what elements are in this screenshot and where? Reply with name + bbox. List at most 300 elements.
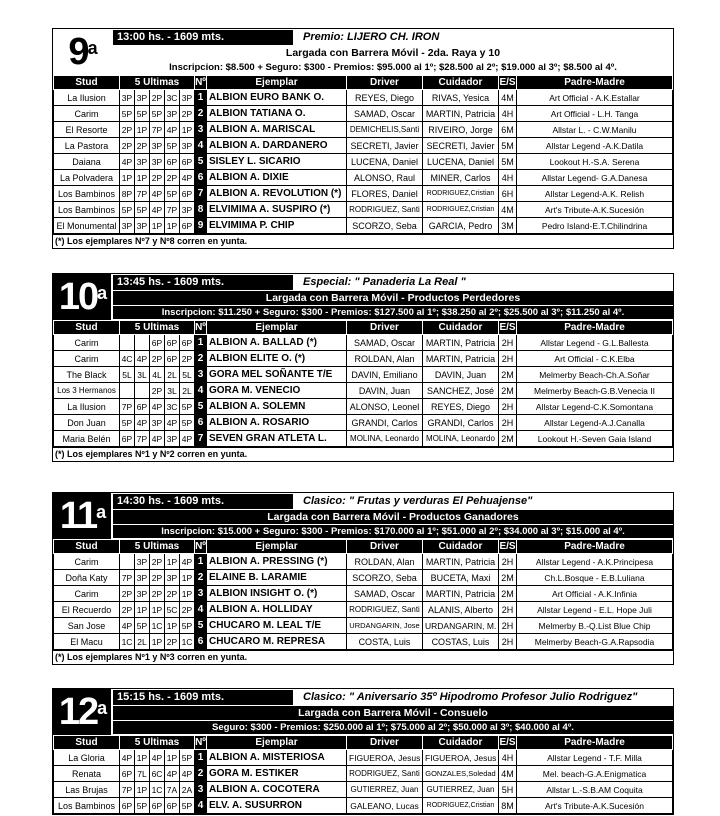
entries-table bbox=[53, 539, 673, 650]
last-result-cell: 5P bbox=[135, 202, 150, 218]
horse-name: ALBION A. MISTERIOSA bbox=[207, 750, 347, 766]
horse-name: SISLEY L. SICARIO bbox=[207, 154, 347, 170]
driver-name: SAMAD, Oscar bbox=[347, 106, 423, 122]
col-header-stud: Stud bbox=[54, 736, 120, 750]
stud-cell: Daiana bbox=[54, 154, 120, 170]
table-row bbox=[54, 399, 673, 415]
trainer-name: RIVEIRO, Jorge bbox=[423, 122, 499, 138]
last-result-cell: 6P bbox=[165, 351, 180, 367]
driver-name: SECRETI, Javier bbox=[347, 138, 423, 154]
trainer-name: GUTIERREZ, Juan bbox=[423, 782, 499, 798]
driver-name: SCORZO, Seba bbox=[347, 570, 423, 586]
age-sex: 2H bbox=[499, 399, 517, 415]
last-result-cell: 4P bbox=[120, 154, 135, 170]
entries-table bbox=[53, 75, 673, 234]
table-row bbox=[54, 90, 673, 106]
sire-dam: Melmerby Beach-G.B.Venecia II bbox=[517, 383, 673, 399]
last-result-cell: 1P bbox=[165, 618, 180, 634]
table-row bbox=[54, 383, 673, 399]
horse-name: ELVIMIMA P. CHIP bbox=[207, 218, 347, 234]
trainer-name: MARTIN, Patricia bbox=[423, 351, 499, 367]
stud-cell: Carim bbox=[54, 335, 120, 351]
trainer-name: MARTIN, Patricia bbox=[423, 335, 499, 351]
last-result-cell: 3C bbox=[165, 90, 180, 106]
last-result-cell: 6P bbox=[150, 798, 165, 814]
table-row bbox=[54, 170, 673, 186]
entry-number: 5 bbox=[195, 399, 207, 415]
entry-number: 4 bbox=[195, 798, 207, 814]
race-prize: Clasico: " Aniversario 35º Hipodromo Profesor Julio Rodriguez" bbox=[303, 691, 638, 703]
trainer-name: URDANGARIN, M. bbox=[423, 618, 499, 634]
stud-cell: Carim bbox=[54, 554, 120, 570]
last-result-cell: 3P bbox=[150, 154, 165, 170]
last-result-cell: 6P bbox=[135, 399, 150, 415]
last-result-cell: 2P bbox=[120, 138, 135, 154]
trainer-name: MOLINA, Leonardo bbox=[423, 431, 499, 447]
horse-name: ALBION A. ROSARIO bbox=[207, 415, 347, 431]
last-result-cell: 3C bbox=[165, 399, 180, 415]
sire-dam: Allstar Legend-C.K.Somontana bbox=[517, 399, 673, 415]
col-header-driver: Driver bbox=[347, 540, 423, 554]
trainer-name: FIGUEROA, Jesus bbox=[423, 750, 499, 766]
race-number: 12 $^a$ bbox=[53, 689, 111, 735]
last-result-cell: 2P bbox=[150, 170, 165, 186]
last-result-cell bbox=[135, 335, 150, 351]
last-result-cell: 7P bbox=[165, 202, 180, 218]
race-10 bbox=[52, 273, 674, 462]
entry-number: 3 bbox=[195, 586, 207, 602]
last-result-cell: 5C bbox=[165, 602, 180, 618]
last-result-cell: 3P bbox=[135, 90, 150, 106]
col-header-driver: Driver bbox=[347, 736, 423, 750]
sire-dam: Allstar Legend-A.J.Canalla bbox=[517, 415, 673, 431]
horse-name: ALBION A. DIXIE bbox=[207, 170, 347, 186]
race-prize: Clasico: " Frutas y verduras El Pehuajense" bbox=[303, 495, 533, 507]
last-result-cell: 3P bbox=[135, 570, 150, 586]
last-result-cell: 2P bbox=[180, 351, 195, 367]
horse-name: ELAINE B. LARAMIE bbox=[207, 570, 347, 586]
trainer-name: BUCETA, Maxi bbox=[423, 570, 499, 586]
last-result-cell: 2A bbox=[180, 782, 195, 798]
horse-name: ALBION ELITE O. (*) bbox=[207, 351, 347, 367]
sire-dam: Art Official - L.H. Tanga bbox=[517, 106, 673, 122]
col-header-padre: Padre-Madre bbox=[517, 540, 673, 554]
entry-number: 8 bbox=[195, 202, 207, 218]
last-result-cell: 4P bbox=[180, 766, 195, 782]
age-sex: 2H bbox=[499, 351, 517, 367]
race-header bbox=[53, 274, 673, 320]
sire-dam: Allstar Legend - T.F. Milla bbox=[517, 750, 673, 766]
table-row bbox=[54, 782, 673, 798]
col-header-es: E/S bbox=[499, 77, 516, 88]
last-result-cell: 6P bbox=[165, 798, 180, 814]
sire-dam: Lookout H.-Seven Gaia Island bbox=[517, 431, 673, 447]
race-purse: Inscripcion: $15.000 + Seguro: $300 - Premios: $170.000 al 1º; $51.000 al 2º; $34.000 al 3º; $15.000 al 4º. bbox=[113, 525, 673, 538]
table-row bbox=[54, 602, 673, 618]
last-result-cell: 2P bbox=[165, 634, 180, 650]
entry-number: 4 bbox=[195, 602, 207, 618]
last-result-cell: 4P bbox=[120, 618, 135, 634]
sire-dam: Lookout H.-S.A. Serena bbox=[517, 154, 673, 170]
col-header-ultimas: 5 Ultimas bbox=[120, 76, 195, 90]
sire-dam: Mel. beach-G.A.Enigmatica bbox=[517, 766, 673, 782]
horse-name: GORA M. ESTIKER bbox=[207, 766, 347, 782]
last-result-cell: 6P bbox=[120, 431, 135, 447]
last-result-cell: 2P bbox=[135, 138, 150, 154]
stud-cell: La Polvadera bbox=[54, 170, 120, 186]
last-result-cell: 1P bbox=[165, 554, 180, 570]
last-result-cell: 4P bbox=[120, 750, 135, 766]
race-time: 15:15 hs. - 1609 mts. bbox=[113, 690, 293, 705]
table-row bbox=[54, 335, 673, 351]
table-row bbox=[54, 218, 673, 234]
last-result-cell: 4P bbox=[165, 415, 180, 431]
age-sex: 2H bbox=[499, 602, 517, 618]
last-result-cell: 1C bbox=[120, 634, 135, 650]
table-row bbox=[54, 618, 673, 634]
last-result-cell: 4P bbox=[150, 399, 165, 415]
sire-dam: Allstar Legend - E.L. Hope Juli bbox=[517, 602, 673, 618]
entry-number: 3 bbox=[195, 367, 207, 383]
stud-cell: El Recuerdo bbox=[54, 602, 120, 618]
last-result-cell: 2P bbox=[150, 586, 165, 602]
last-result-cell: 1C bbox=[150, 782, 165, 798]
horse-name: ALBION A. DARDANERO bbox=[207, 138, 347, 154]
horse-name: ALBION A. MARISCAL bbox=[207, 122, 347, 138]
entry-number: 1 bbox=[195, 554, 207, 570]
stud-cell: El Macu bbox=[54, 634, 120, 650]
last-result-cell: 5P bbox=[180, 798, 195, 814]
col-header-ejemplar: Ejemplar bbox=[207, 321, 347, 335]
last-result-cell: 6P bbox=[180, 186, 195, 202]
stud-cell: Maria Belén bbox=[54, 431, 120, 447]
col-header-num: Nº bbox=[195, 322, 206, 333]
table-row bbox=[54, 138, 673, 154]
trainer-name: RIVAS, Yesica bbox=[423, 90, 499, 106]
table-row bbox=[54, 570, 673, 586]
entries-table bbox=[53, 735, 673, 814]
last-result-cell: 4C bbox=[120, 351, 135, 367]
last-result-cell: 3P bbox=[165, 106, 180, 122]
entry-number: 5 bbox=[195, 154, 207, 170]
last-result-cell: 5P bbox=[120, 415, 135, 431]
horse-name: ALBION TATIANA O. bbox=[207, 106, 347, 122]
col-header-cuidador: Cuidador bbox=[423, 321, 499, 335]
last-result-cell: 4P bbox=[135, 351, 150, 367]
stud-cell: Don Juan bbox=[54, 415, 120, 431]
trainer-name: MINER, Carlos bbox=[423, 170, 499, 186]
entry-number: 4 bbox=[195, 138, 207, 154]
age-sex: 2M bbox=[499, 383, 517, 399]
trainer-name: SANCHEZ, José bbox=[423, 383, 499, 399]
sire-dam: Art Official - A.K.Estallar bbox=[517, 90, 673, 106]
horse-name: ALBION A. SOLEMN bbox=[207, 399, 347, 415]
last-result-cell: 6C bbox=[150, 766, 165, 782]
driver-name: SAMAD, Oscar bbox=[347, 586, 423, 602]
stud-cell: Los 3 Hermanos bbox=[54, 383, 120, 399]
last-result-cell: 4P bbox=[165, 122, 180, 138]
table-row bbox=[54, 186, 673, 202]
driver-name: FIGUEROA, Jesus bbox=[347, 750, 423, 766]
last-result-cell: 3P bbox=[180, 138, 195, 154]
col-header-cuidador: Cuidador bbox=[423, 736, 499, 750]
last-result-cell: 1P bbox=[180, 586, 195, 602]
age-sex: 5M bbox=[499, 138, 517, 154]
age-sex: 4M bbox=[499, 202, 517, 218]
entry-number: 6 bbox=[195, 634, 207, 650]
age-sex: 2H bbox=[499, 335, 517, 351]
last-result-cell: 1P bbox=[180, 122, 195, 138]
race-number: 10 $^a$ bbox=[53, 274, 111, 320]
age-sex: 2M bbox=[499, 431, 517, 447]
last-result-cell: 6P bbox=[180, 218, 195, 234]
last-result-cell: 1P bbox=[135, 602, 150, 618]
last-result-cell: 2L bbox=[180, 383, 195, 399]
age-sex: 2H bbox=[499, 618, 517, 634]
entry-number: 7 bbox=[195, 186, 207, 202]
stud-cell: Los Bambinos bbox=[54, 202, 120, 218]
sire-dam: Allstar L. - C.W.Manilu bbox=[517, 122, 673, 138]
trainer-name: RODRIGUEZ,Cristian bbox=[423, 798, 499, 814]
race-header bbox=[53, 29, 673, 75]
col-header-ejemplar: Ejemplar bbox=[207, 736, 347, 750]
stud-cell: Carim bbox=[54, 586, 120, 602]
race-prize: Especial: " Panaderia La Real " bbox=[303, 276, 466, 288]
sire-dam: Art Official - A.K.Infinia bbox=[517, 586, 673, 602]
col-header-es: E/S bbox=[499, 541, 516, 552]
table-row bbox=[54, 122, 673, 138]
trainer-name: MARTIN, Patricia bbox=[423, 586, 499, 602]
age-sex: 2M bbox=[499, 570, 517, 586]
driver-name: REYES, Diego bbox=[347, 90, 423, 106]
stud-cell: Carim bbox=[54, 351, 120, 367]
last-result-cell: 1P bbox=[135, 122, 150, 138]
last-result-cell: 5P bbox=[180, 618, 195, 634]
col-header-es: E/S bbox=[499, 322, 516, 333]
entry-number: 7 bbox=[195, 431, 207, 447]
last-result-cell: 7P bbox=[120, 570, 135, 586]
last-result-cell: 4P bbox=[150, 186, 165, 202]
table-row bbox=[54, 154, 673, 170]
last-result-cell: 7A bbox=[165, 782, 180, 798]
last-result-cell: 3P bbox=[120, 90, 135, 106]
age-sex: 2H bbox=[499, 634, 517, 650]
table-row bbox=[54, 202, 673, 218]
col-header-es: E/S bbox=[499, 737, 516, 748]
col-header-padre: Padre-Madre bbox=[517, 76, 673, 90]
driver-name: ROLDAN, Alan bbox=[347, 351, 423, 367]
col-header-stud: Stud bbox=[54, 540, 120, 554]
col-header-num: Nº bbox=[195, 541, 206, 552]
sire-dam: Allstar Legend -A.K.Datila bbox=[517, 138, 673, 154]
last-result-cell: 7P bbox=[135, 186, 150, 202]
last-result-cell: 3P bbox=[135, 154, 150, 170]
entry-number: 5 bbox=[195, 618, 207, 634]
race-number-suffix: a bbox=[97, 282, 106, 303]
trainer-name: RODRIGUEZ,Cristian bbox=[423, 186, 499, 202]
last-result-cell: 8P bbox=[120, 186, 135, 202]
stud-cell: El Resorte bbox=[54, 122, 120, 138]
driver-name: SCORZO, Seba bbox=[347, 218, 423, 234]
race-header bbox=[53, 689, 673, 735]
last-result-cell: 5P bbox=[165, 186, 180, 202]
age-sex: 3M bbox=[499, 218, 517, 234]
race-start-conditions: Largada con Barrera Móvil - Productos Ganadores bbox=[113, 510, 673, 524]
last-result-cell: 5P bbox=[180, 750, 195, 766]
horse-name: ELV. A. SUSURRON bbox=[207, 798, 347, 814]
col-header-ultimas: 5 Ultimas bbox=[120, 736, 195, 750]
driver-name: COSTA, Luis bbox=[347, 634, 423, 650]
driver-name: SAMAD, Oscar bbox=[347, 335, 423, 351]
last-result-cell: 3P bbox=[165, 570, 180, 586]
entries-table bbox=[53, 320, 673, 447]
driver-name: GUTIERREZ, Juan bbox=[347, 782, 423, 798]
age-sex: 5H bbox=[499, 782, 517, 798]
trainer-name: SECRETI, Javier bbox=[423, 138, 499, 154]
entry-number: 2 bbox=[195, 351, 207, 367]
horse-name: ALBION A. PRESSING (*) bbox=[207, 554, 347, 570]
horse-name: ALBION INSIGHT O. (*) bbox=[207, 586, 347, 602]
last-result-cell: 4P bbox=[180, 170, 195, 186]
last-result-cell: 5P bbox=[120, 202, 135, 218]
horse-name: CHUCARO M. LEAL T/E bbox=[207, 618, 347, 634]
stud-cell: Renata bbox=[54, 766, 120, 782]
entry-number: 2 bbox=[195, 570, 207, 586]
last-result-cell: 6P bbox=[165, 154, 180, 170]
horse-name: ALBION A. HOLLIDAY bbox=[207, 602, 347, 618]
race-9 bbox=[52, 28, 674, 249]
age-sex: 4H bbox=[499, 750, 517, 766]
table-row bbox=[54, 586, 673, 602]
race-number: 9 $^a$ bbox=[68, 30, 96, 73]
table-row bbox=[54, 554, 673, 570]
age-sex: 4M bbox=[499, 766, 517, 782]
driver-name: FLORES, Daniel bbox=[347, 186, 423, 202]
last-result-cell: 7P bbox=[120, 399, 135, 415]
entry-number: 1 bbox=[195, 750, 207, 766]
stud-cell: La Ilusion bbox=[54, 399, 120, 415]
last-result-cell: 4P bbox=[150, 431, 165, 447]
last-result-cell: 4P bbox=[150, 750, 165, 766]
stud-cell: Doña Katy bbox=[54, 570, 120, 586]
stud-cell: El Monumental bbox=[54, 218, 120, 234]
driver-name: DEMICHELIS,Santi bbox=[347, 122, 423, 138]
sire-dam: Art's Tribute-A.K.Sucesión bbox=[517, 798, 673, 814]
last-result-cell: 3P bbox=[135, 218, 150, 234]
race-start-conditions: Largada con Barrera Móvil - 2da. Raya y 10 bbox=[285, 47, 501, 59]
entry-number: 3 bbox=[195, 122, 207, 138]
driver-name: GRANDI, Carlos bbox=[347, 415, 423, 431]
last-result-cell: 1P bbox=[150, 634, 165, 650]
stud-cell: San Jose bbox=[54, 618, 120, 634]
col-header-padre: Padre-Madre bbox=[517, 321, 673, 335]
last-result-cell: 5P bbox=[135, 798, 150, 814]
col-header-cuidador: Cuidador bbox=[423, 540, 499, 554]
coupled-entries-note: (*) Los ejemplares Nº1 y Nº3 corren en yunta. bbox=[53, 650, 673, 664]
table-row bbox=[54, 351, 673, 367]
race-number-suffix: a bbox=[87, 37, 96, 58]
col-header-ultimas: 5 Ultimas bbox=[120, 540, 195, 554]
last-result-cell: 5P bbox=[180, 415, 195, 431]
driver-name: RODRIGUEZ, Santi bbox=[347, 202, 423, 218]
age-sex: 4H bbox=[499, 106, 517, 122]
sire-dam: Melmerby Beach-Ch.A.Soñar bbox=[517, 367, 673, 383]
header-row bbox=[54, 736, 673, 750]
col-header-cuidador: Cuidador bbox=[423, 76, 499, 90]
last-result-cell: 6P bbox=[150, 335, 165, 351]
sire-dam: Ch.L.Bosque - E.B.Luliana bbox=[517, 570, 673, 586]
sire-dam: Allstar L.-S.B.AM Coquita bbox=[517, 782, 673, 798]
last-result-cell: 2L bbox=[165, 367, 180, 383]
last-result-cell: 5P bbox=[165, 138, 180, 154]
horse-name: ALBION A. BALLAD (*) bbox=[207, 335, 347, 351]
horse-name: ELVIMIMA A. SUSPIRO (*) bbox=[207, 202, 347, 218]
trainer-name: COSTAS, Luis bbox=[423, 634, 499, 650]
stud-cell: La Ilusion bbox=[54, 90, 120, 106]
race-start-conditions: Largada con Barrera Móvil - Consuelo bbox=[113, 706, 673, 720]
age-sex: 8M bbox=[499, 798, 517, 814]
stud-cell: La Gloria bbox=[54, 750, 120, 766]
last-result-cell: 2P bbox=[150, 90, 165, 106]
sire-dam: Art Official - C.K.Elba bbox=[517, 351, 673, 367]
col-header-stud: Stud bbox=[54, 76, 120, 90]
race-start-conditions: Largada con Barrera Móvil - Productos Perdedores bbox=[113, 291, 673, 305]
last-result-cell: 4P bbox=[180, 554, 195, 570]
stud-cell: La Pastora bbox=[54, 138, 120, 154]
table-row bbox=[54, 415, 673, 431]
driver-name: ALONSO, Raul bbox=[347, 170, 423, 186]
stud-cell: Los Bambinos bbox=[54, 798, 120, 814]
col-header-num: Nº bbox=[195, 737, 206, 748]
col-header-ejemplar: Ejemplar bbox=[207, 540, 347, 554]
table-row bbox=[54, 367, 673, 383]
stud-cell: Carim bbox=[54, 106, 120, 122]
col-header-ejemplar: Ejemplar bbox=[207, 76, 347, 90]
sire-dam: Allstar Legend - G.L.Ballesta bbox=[517, 335, 673, 351]
last-result-cell: 4L bbox=[150, 367, 165, 383]
last-result-cell: 3P bbox=[120, 218, 135, 234]
last-result-cell: 5L bbox=[120, 367, 135, 383]
last-result-cell: 5P bbox=[135, 618, 150, 634]
last-result-cell: 6P bbox=[165, 335, 180, 351]
last-result-cell: 2P bbox=[165, 170, 180, 186]
trainer-name: REYES, Diego bbox=[423, 399, 499, 415]
col-header-padre: Padre-Madre bbox=[517, 736, 673, 750]
last-result-cell: 3L bbox=[135, 367, 150, 383]
trainer-name: ALANIS, Alberto bbox=[423, 602, 499, 618]
last-result-cell: 2P bbox=[150, 570, 165, 586]
last-result-cell: 1P bbox=[135, 782, 150, 798]
driver-name: ROLDAN, Alan bbox=[347, 554, 423, 570]
horse-name: GORA M. VENECIO bbox=[207, 383, 347, 399]
last-result-cell: 1P bbox=[150, 602, 165, 618]
entry-number: 6 bbox=[195, 170, 207, 186]
driver-name: DAVIN, Juan bbox=[347, 383, 423, 399]
sire-dam: Allstar Legend- G.A.Danesa bbox=[517, 170, 673, 186]
last-result-cell bbox=[135, 383, 150, 399]
last-result-cell: 1P bbox=[135, 170, 150, 186]
trainer-name: GRANDI, Carlos bbox=[423, 415, 499, 431]
entry-number: 4 bbox=[195, 383, 207, 399]
race-purse: Inscripcion: $8.500 + Seguro: $300 - Premios: $95.000 al 1º; $28.500 al 2º; $19.000 al 3º; $8.500 al 4º. bbox=[169, 62, 617, 73]
last-result-cell: 4P bbox=[180, 431, 195, 447]
last-result-cell: 2P bbox=[120, 602, 135, 618]
race-11 bbox=[52, 492, 674, 665]
last-result-cell: 3P bbox=[165, 431, 180, 447]
last-result-cell: 5P bbox=[120, 106, 135, 122]
last-result-cell: 6P bbox=[180, 335, 195, 351]
trainer-name: LUCENA, Daniel bbox=[423, 154, 499, 170]
